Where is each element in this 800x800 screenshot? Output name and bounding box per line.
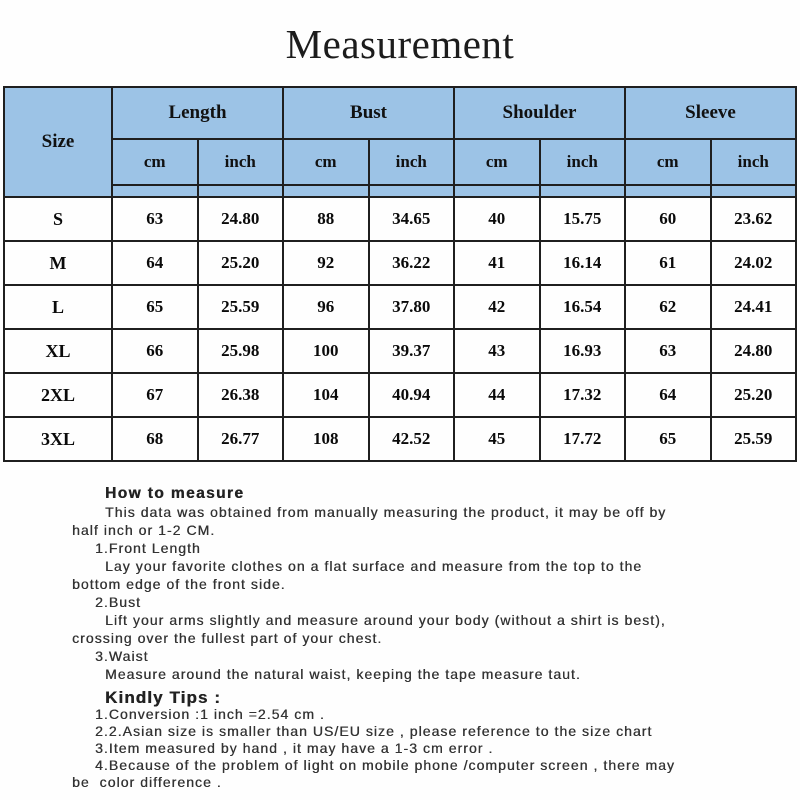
cell-shoulder-cm: 45	[454, 417, 540, 461]
cell-bust-inch: 40.94	[369, 373, 455, 417]
cell-bust-cm: 100	[283, 329, 369, 373]
table-row-s	[4, 197, 796, 241]
tip-line: 1.Conversion :1 inch =2.54 cm .	[95, 706, 325, 722]
kindly-tips-heading: Kindly Tips :	[105, 688, 221, 707]
table-row-2xl	[4, 373, 796, 417]
cell-sleeve-inch: 25.59	[711, 417, 797, 461]
cell-shoulder-cm: 43	[454, 329, 540, 373]
measure-line: crossing over the fullest part of your chest.	[72, 630, 383, 646]
unit-header-bust-inch: inch	[369, 139, 455, 185]
cell-length-cm: 67	[112, 373, 198, 417]
header-spacer-row	[4, 185, 796, 197]
how-to-measure-heading: How to measure	[105, 485, 245, 502]
tip-line: be color difference .	[72, 774, 222, 790]
header-units-row	[4, 139, 796, 185]
cell-shoulder-inch: 16.54	[540, 285, 626, 329]
unit-header-length-cm: cm	[112, 139, 198, 185]
tip-line: 2.2.Asian size is smaller than US/EU size , please reference to the size chart	[95, 723, 653, 739]
cell-bust-cm: 104	[283, 373, 369, 417]
cell-bust-cm: 108	[283, 417, 369, 461]
cell-sleeve-cm: 62	[625, 285, 711, 329]
measure-line: This data was obtained from manually measuring the product, it may be off by	[105, 504, 667, 520]
unit-header-sleeve-cm: cm	[625, 139, 711, 185]
unit-header-shoulder-inch: inch	[540, 139, 626, 185]
cell-shoulder-cm: 44	[454, 373, 540, 417]
measure-step-waist: 3.Waist	[95, 648, 149, 664]
size-chart-table	[3, 86, 797, 462]
measure-line: Lay your favorite clothes on a flat surface and measure from the top to the	[105, 558, 643, 574]
cell-length-inch: 26.77	[198, 417, 284, 461]
cell-sleeve-cm: 63	[625, 329, 711, 373]
header-group-row	[4, 87, 796, 139]
bust-group-header: Bust	[283, 87, 454, 139]
cell-bust-cm: 88	[283, 197, 369, 241]
cell-shoulder-inch: 15.75	[540, 197, 626, 241]
cell-bust-inch: 37.80	[369, 285, 455, 329]
cell-sleeve-cm: 61	[625, 241, 711, 285]
cell-bust-inch: 34.65	[369, 197, 455, 241]
measure-step-front-length: 1.Front Length	[95, 540, 201, 556]
measure-line: half inch or 1-2 CM.	[72, 522, 216, 538]
size-column-header: Size	[4, 87, 112, 197]
cell-size: XL	[4, 329, 112, 373]
table-row-3xl	[4, 417, 796, 461]
cell-sleeve-inch: 25.20	[711, 373, 797, 417]
cell-length-cm: 63	[112, 197, 198, 241]
measure-line: bottom edge of the front side.	[72, 576, 286, 592]
cell-size: M	[4, 241, 112, 285]
cell-bust-inch: 42.52	[369, 417, 455, 461]
cell-shoulder-inch: 17.72	[540, 417, 626, 461]
cell-sleeve-inch: 24.80	[711, 329, 797, 373]
unit-header-sleeve-inch: inch	[711, 139, 797, 185]
unit-header-shoulder-cm: cm	[454, 139, 540, 185]
cell-sleeve-inch: 24.02	[711, 241, 797, 285]
cell-sleeve-cm: 65	[625, 417, 711, 461]
cell-length-inch: 24.80	[198, 197, 284, 241]
cell-sleeve-inch: 24.41	[711, 285, 797, 329]
cell-bust-inch: 36.22	[369, 241, 455, 285]
length-group-header: Length	[112, 87, 283, 139]
table-row-m	[4, 241, 796, 285]
cell-size: L	[4, 285, 112, 329]
cell-shoulder-inch: 16.14	[540, 241, 626, 285]
cell-length-cm: 64	[112, 241, 198, 285]
unit-header-length-inch: inch	[198, 139, 284, 185]
unit-header-bust-cm: cm	[283, 139, 369, 185]
cell-length-inch: 26.38	[198, 373, 284, 417]
cell-bust-cm: 92	[283, 241, 369, 285]
tip-line: 3.Item measured by hand , it may have a 1-3 cm error .	[95, 740, 494, 756]
cell-size: 3XL	[4, 417, 112, 461]
table-row-xl	[4, 329, 796, 373]
cell-bust-inch: 39.37	[369, 329, 455, 373]
sleeve-group-header: Sleeve	[625, 87, 796, 139]
table-row-l	[4, 285, 796, 329]
cell-shoulder-inch: 17.32	[540, 373, 626, 417]
cell-sleeve-inch: 23.62	[711, 197, 797, 241]
cell-size: 2XL	[4, 373, 112, 417]
cell-sleeve-cm: 64	[625, 373, 711, 417]
cell-length-cm: 66	[112, 329, 198, 373]
measure-step-bust: 2.Bust	[95, 594, 141, 610]
cell-size: S	[4, 197, 112, 241]
measure-line: Measure around the natural waist, keeping the tape measure taut.	[105, 666, 581, 682]
cell-shoulder-inch: 16.93	[540, 329, 626, 373]
cell-shoulder-cm: 40	[454, 197, 540, 241]
cell-length-inch: 25.98	[198, 329, 284, 373]
cell-length-inch: 25.20	[198, 241, 284, 285]
cell-length-cm: 65	[112, 285, 198, 329]
cell-length-cm: 68	[112, 417, 198, 461]
cell-shoulder-cm: 41	[454, 241, 540, 285]
cell-bust-cm: 96	[283, 285, 369, 329]
shoulder-group-header: Shoulder	[454, 87, 625, 139]
cell-shoulder-cm: 42	[454, 285, 540, 329]
cell-length-inch: 25.59	[198, 285, 284, 329]
cell-sleeve-cm: 60	[625, 197, 711, 241]
measure-and-tips-text	[72, 484, 784, 791]
page-title: Measurement	[285, 21, 515, 67]
measure-line: Lift your arms slightly and measure around your body (without a shirt is best),	[105, 612, 666, 628]
tip-line: 4.Because of the problem of light on mobile phone /computer screen , there may	[95, 757, 675, 773]
